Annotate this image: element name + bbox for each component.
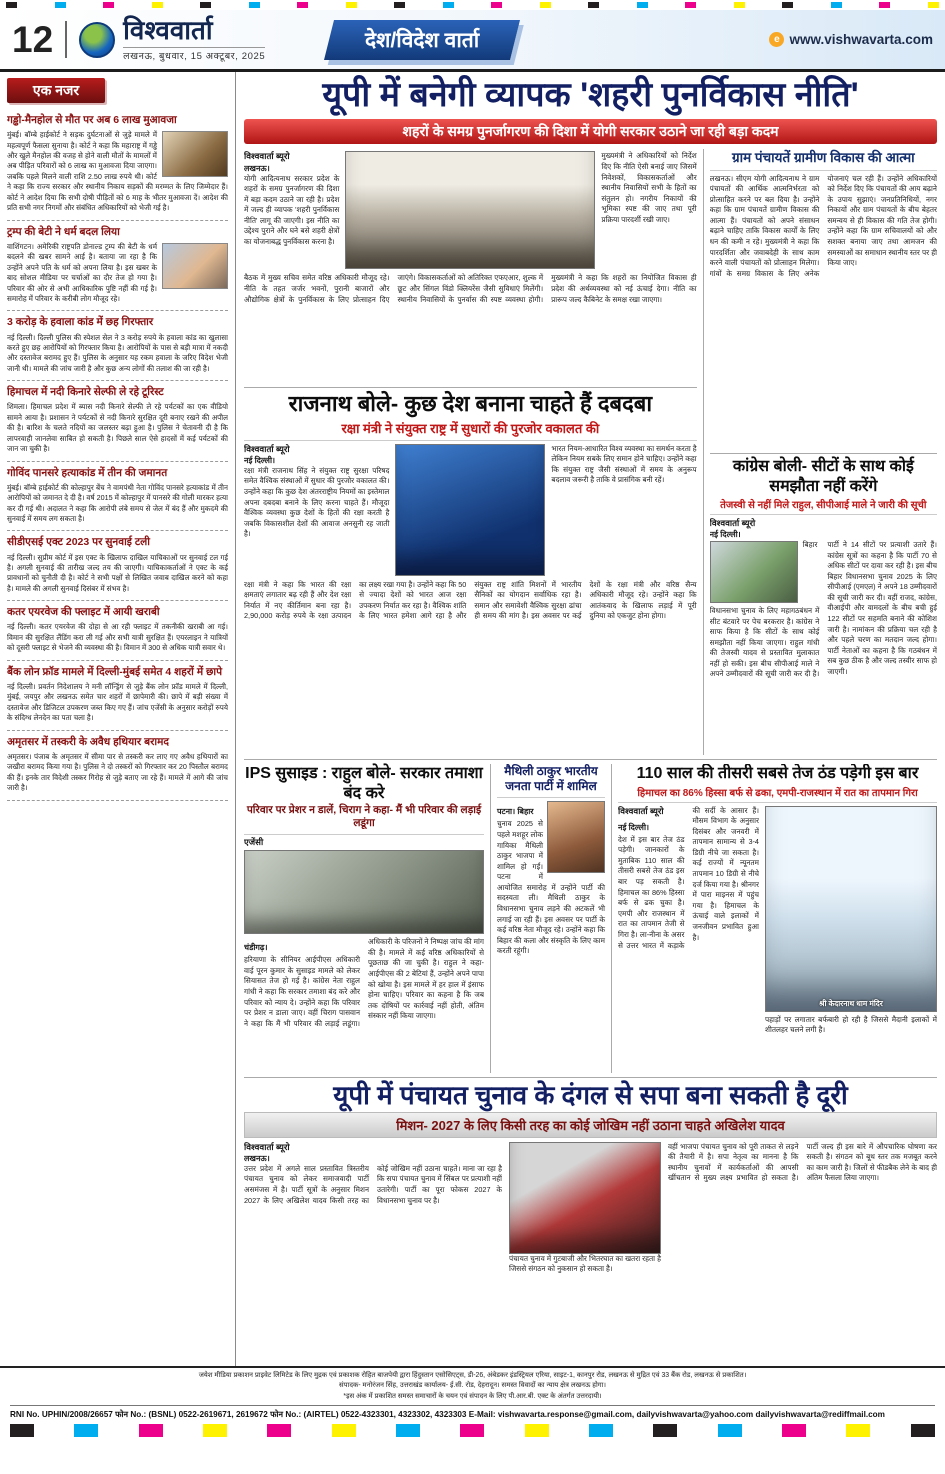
lead-body-right bbox=[601, 151, 696, 269]
body-text: हरियाणा के सीनियर आईपीएस अधिकारी वाई पूरन कुमार के सुसाइड मामले को लेकर सियासत तेज हो गई है। कांग्रेस नेता राहुल गांधी ने कहा कि सरकार तमाशा बंद करे और परिवार को न्याय दे। उन्होंने कहा कि परिवार पर प्रेशर न डाला जाए। वहीं चिराग पासवान ने कहा कि मैं भी परिवार की लड़ाई लडूंगा। अधिकारी के परिजनों ने निष्पक्ष जांच की मांग की है। मामले में कई वरिष्ठ अधिकारियों से पूछताछ की जा चुकी है। राहुल ने कहा- आईपीएस की 2 बेटियां हैं, उन्होंने अपने पापा को खोया है। इस मामले में हर हाल में इंसाफ होना चाहिए। परिवार का कहना है कि जब तक दोषियों पर कार्रवाई नहीं होती, अंतिम संस्कार नहीं किया जाएगा। bbox=[244, 937, 484, 1028]
color-swatch-yellow bbox=[203, 1424, 227, 1437]
color-swatch-black bbox=[394, 2, 405, 8]
dateline: नई दिल्ली। bbox=[244, 455, 276, 465]
list-item bbox=[7, 661, 228, 731]
color-swatch-cyan bbox=[589, 1424, 613, 1437]
news-body: मुंबई। बॉम्बे हाईकोर्ट ने सड़क दुर्घटनाओं से जुड़े मामले में महत्वपूर्ण फैसला सुनाया है। कोर्ट ने कहा कि महाराष्ट्र में गड्ढे और खुले मैनहोल की वजह से होने वाली मौतों के मामलों में अब पीड़ित परिवारों को 6 लाख का मुआवजा दिया जाएगा। जबकि पहले मिलने वाली राशि 2.50 लाख रुपये थी। कोर्ट ने कहा कि राज्य सरकार और स्थानीय निकाय सड़कों की मरम्मत के लिए जिम्मेदार हैं। कोर्ट ने आदेश दिया कि सभी दोषी पीड़ितों को 6 माह के भीतर मुआवजा दें। आदेश की प्रति सभी नगर निगमों और संबंधित अधिकारियों को भेजी गई है। bbox=[7, 130, 228, 213]
news-headline: कतर एयरवेज की फ्लाइट में आयी खराबी bbox=[7, 606, 160, 619]
section-banner bbox=[324, 20, 520, 60]
color-swatch-yellow bbox=[152, 2, 163, 8]
news-headline: हिमाचल में नदी किनारे सेल्फी ले रहे टूरिस्ट bbox=[7, 386, 164, 399]
dateline: नई दिल्ली। bbox=[709, 529, 741, 539]
sidebar-title: एक नजर bbox=[7, 78, 105, 103]
section-banner-wrap bbox=[329, 20, 515, 60]
byline: विश्ववार्ता ब्यूरो bbox=[244, 151, 290, 162]
trump-family-photo bbox=[162, 243, 228, 289]
cold-photo-column bbox=[765, 806, 937, 1058]
row-top bbox=[244, 149, 937, 755]
maithili-article bbox=[490, 764, 612, 1072]
body-text: बिहार विधानसभा चुनाव के लिए महागठबंधन में सीट बंटवारे पर पेच बरकरार है। कांग्रेस ने साफ किया है कि सीटों के साथ कोई समझौता नहीं किया जाएगा। राहुल गांधी की तेजस्वी यादव से प्रस्तावित मुलाकात नहीं हो सकी। इस बीच सीपीआई माले ने अपने उम्मीदवारों की सूची जारी कर दी है। पार्टी ने 14 सीटों पर प्रत्याशी उतारे हैं। कांग्रेस सूत्रों का कहना है कि पार्टी 70 से अधिक सीटों पर दावा कर रही है। इस बीच बिहार विधानसभा चुनाव 2025 के लिए सीपीआई (एमएल) ने अपने 18 उम्मीदवारों की सूची जारी कर दी। वहीं राजद, कांग्रेस, वीआईपी और वामदलों के बीच बची हुई 122 सीटों पर सहमति बनाने की कोशिश जारी है। नामांकन की प्रक्रिया चल रही है और पहले चरण का मतदान जल्द होगा। पार्टी नेताओं का कहना है कि गठबंधन में सब कुछ ठीक है और जल्द तस्वीर साफ हो जाएगी। bbox=[709, 539, 937, 679]
article-headline: मैथिली ठाकुर भारतीय जनता पार्टी में शामिल bbox=[497, 764, 605, 798]
cold-body-left bbox=[618, 806, 759, 1058]
section-title: देश/विदेश वार्ता bbox=[365, 28, 480, 52]
column-right bbox=[703, 149, 937, 755]
sp-body-left bbox=[244, 1164, 502, 1366]
list-item bbox=[7, 109, 228, 221]
body-text: रक्षा मंत्री ने कहा कि भारत की रक्षा क्षमताएं लगातार बढ़ रही हैं और देश रक्षा निर्यात में नए कीर्तिमान बना रहा है। 2,90,000 करोड़ रुपये के रक्षा उत्पादन का लक्ष्य रखा गया है। उन्होंने कहा कि 50 से ज्यादा देशों को भारत आज रक्षा उपकरण निर्यात कर रहा है। वैश्विक शांति के लिए भारत हमेशा आगे रहा है और संयुक्त राष्ट्र शांति मिशनों में भारतीय सैनिकों का योगदान सर्वाधिक रहा है। समान और समावेशी वैश्विक सुरक्षा ढांचा ही समय की मांग है। इस अवसर पर कई देशों के रक्षा मंत्री और वरिष्ठ सैन्य अधिकारी मौजूद रहे। उन्होंने कहा कि आतंकवाद के खिलाफ लड़ाई में पूरी दुनिया को एकजुट होना होगा। bbox=[244, 579, 697, 621]
color-swatch-black bbox=[588, 2, 599, 8]
news-body: अमृतसर। पंजाब के अमृतसर में सीमा पार से तस्करी कर लाए गए अवैध हथियारों का जखीरा बरामद किया गया है। पुलिस ने दो तस्करों को गिरफ्तार कर 20 पिस्तौल बरामद की हैं। इनके तार विदेशी तस्कर गिरोह से जुड़े बताए जा रहे हैं। मामले में आगे की जांच जारी है। bbox=[7, 751, 228, 793]
list-item bbox=[7, 311, 228, 381]
sp-body-grid bbox=[244, 1142, 937, 1366]
byline: विश्ववार्ता ब्यूरो bbox=[618, 805, 664, 816]
byline: विश्ववार्ता ब्यूरो bbox=[244, 1141, 290, 1152]
lead-headline: यूपी में बनेगी व्यापक 'शहरी पुनर्विकास नीति' bbox=[322, 76, 859, 114]
body-text: पहाड़ों पर लगातार बर्फबारी हो रही है जिससे मैदानी इलाकों में शीतलहर चलने लगी है। bbox=[765, 1014, 937, 1035]
column-left bbox=[244, 149, 703, 755]
imprint-line: जयेश मीडिया प्रकाशन प्राइवेट लिमिटेड के लिए मुद्रक एवं प्रकाशक रोहित बाजपेयी द्वारा हिंदुस्तान एसोसिएट्स, डी-26, अंबेडकर इंडस्ट्रियल एरिया, साइट-1, कानपुर रोड, लखनऊ से मुद्रित एवं 33 बैंक रोड, लखनऊ से प्रकाशित। bbox=[198, 1372, 747, 1379]
lead-subhead-strip: शहरों के समग्र पुनर्जागरण की दिशा में योगी सरकार उठाने जा रही बड़ा कदम bbox=[244, 119, 937, 144]
masthead bbox=[0, 10, 945, 72]
news-body: नई दिल्ली। सुप्रीम कोर्ट में इस एक्ट के खिलाफ दाखिल याचिकाओं पर सुनवाई टल गई है। अगली सुनवाई की तारीख जल्द तय की जाएगी। याचिकाकर्ताओं ने एक्ट के कई प्रावधानों को चुनौती दी है। कोर्ट ने सभी पक्षों से लिखित जवाब दाखिल करने को कहा है। मामले की अगली सुनवाई दिसंबर में संभव है। bbox=[7, 552, 228, 593]
cold-wave-article bbox=[612, 764, 937, 1072]
article-headline: राजनाथ बोले- कुछ देश बनाना चाहते हैं दबदबा bbox=[288, 391, 653, 417]
gram-body bbox=[710, 174, 937, 436]
news-body: मुंबई। बॉम्बे हाईकोर्ट की कोल्हापुर बेंच ने वामपंथी नेता गोविंद पानसरे हत्याकांड में तीन आरोपियों को जमानत दे दी है। वर्ष 2015 में कोल्हापुर में पानसरे की गोली मारकर हत्या कर दी गई थी। अदालत ने कहा कि आरोपी लंबे समय से जेल में बंद हैं और मुकदमे की सुनवाई में समय लग सकता है। bbox=[7, 482, 228, 523]
news-headline: सीडीएसई एक्ट 2023 पर सुनवाई टली bbox=[7, 536, 151, 549]
row-middle bbox=[244, 759, 937, 1072]
color-swatch-yellow bbox=[540, 2, 551, 8]
rajnath-body-right bbox=[551, 444, 696, 576]
list-item bbox=[7, 601, 228, 660]
color-swatch-magenta bbox=[267, 1424, 291, 1437]
article-subhead: तेजस्वी से नहीं मिले राहुल, सीपीआई माले ने जारी की सूची bbox=[710, 496, 937, 515]
color-swatch-black bbox=[911, 1424, 935, 1437]
byline: एजेंसी bbox=[244, 837, 264, 848]
lead-body-grid bbox=[244, 151, 697, 269]
color-swatch-cyan bbox=[249, 2, 260, 8]
article-headline: यूपी में पंचायत चुनाव के दंगल से सपा बना सकती है दूरी bbox=[333, 1079, 848, 1110]
article-subhead: मिशन- 2027 के लिए किसी तरह का कोई जोखिम नहीं उठाना चाहते अखिलेश यादव bbox=[244, 1112, 937, 1138]
news-body: नई दिल्ली। प्रवर्तन निदेशालय ने मनी लॉन्ड्रिंग से जुड़े बैंक लोन फ्रॉड मामले में दिल्ली, मुंबई, जयपुर और लखनऊ समेत चार शहरों में छापेमारी की। छापे में बड़ी संख्या में दस्तावेज और डिजिटल उपकरण जब्त किए गए हैं। जांच एजेंसी के अनुसार करोड़ों रुपये के संदिग्ध लेनदेन का पता चला है। bbox=[7, 681, 228, 723]
website-url[interactable]: www.vishwavarta.com bbox=[789, 32, 933, 47]
news-body: शिमला। हिमाचल प्रदेश में ब्यास नदी किनारे सेल्फी ले रहे पर्यटकों का एक वीडियो सामने आया है। प्रशासन ने पर्यटकों से नदी किनारे सुरक्षित दूरी बनाए रखने की अपील की है। बारिश के चलते नदियों का जलस्तर बढ़ा हुआ है। पुलिस ने चेतावनी दी है कि लापरवाही जानलेवा साबित हो सकती है। पिछले साल ऐसे हादसों में कई पर्यटकों की जान जा चुकी है। bbox=[7, 402, 228, 454]
cold-body-grid bbox=[618, 806, 937, 1058]
list-item bbox=[7, 731, 228, 801]
maithili-thakur-photo bbox=[547, 801, 605, 873]
color-swatch-magenta bbox=[491, 2, 502, 8]
color-swatch-magenta bbox=[879, 2, 890, 8]
color-swatch-magenta bbox=[782, 1424, 806, 1437]
brand-block bbox=[123, 17, 265, 61]
sidebar-ek-nazar bbox=[0, 72, 236, 1366]
news-headline: गड्ढो-मैनहोल से मौत पर अब 6 लाख मुआवजा bbox=[7, 114, 177, 126]
brand-name: विश्ववार्ता bbox=[123, 15, 213, 46]
body-text: भारत नियम-आधारित विश्व व्यवस्था का समर्थन करता है लेकिन नियम सबके लिए समान होने चाहिए। उन्होंने कहा कि संयुक्त राष्ट्र जैसी संस्थाओं में समय के अनुरूप बदलाव जरूरी है ताकि वे प्रासंगिक बनी रहें। bbox=[551, 443, 697, 485]
color-swatch-magenta bbox=[685, 2, 696, 8]
ips-tribute-photo bbox=[244, 850, 484, 934]
body-text: बैठक में मुख्य सचिव समेत वरिष्ठ अधिकारी मौजूद रहे। नीति के तहत जर्जर भवनों, पुरानी बाजारों और औद्योगिक क्षेत्रों के पुनर्विकास के लिए प्रोत्साहन दिए जाएंगे। विकासकर्ताओं को अतिरिक्त एफएआर, शुल्क में छूट और सिंगल विंडो क्लियरेंस जैसी सुविधाएं मिलेंगी। स्थानीय निवासियों के पुनर्वास की स्पष्ट व्यवस्था होगी। मुख्यमंत्री ने कहा कि शहरों का नियोजित विकास ही प्रदेश की अर्थव्यवस्था को नई ऊंचाई देगा। नीति का प्रारूप जल्द कैबिनेट के समक्ष रखा जाएगा। bbox=[244, 273, 697, 304]
akhilesh-yadav-photo bbox=[509, 1142, 661, 1254]
body-text: रक्षा मंत्री राजनाथ सिंह ने संयुक्त राष्ट्र सुरक्षा परिषद समेत वैश्विक संस्थाओं में सुधार की पुरजोर वकालत की। उन्होंने कहा कि कुछ देश अंतरराष्ट्रीय नियमों का इस्तेमाल अपना दबदबा बनाने के लिए करना चाहते हैं। मौजूदा वैश्विक व्यवस्था कुछ देशों के हितों की रक्षा करती है जबकि विकासशील देशों की आवाज अनसुनी रह जाती है। bbox=[244, 465, 390, 539]
color-swatch-magenta bbox=[297, 2, 308, 8]
dateline: नई दिल्ली। bbox=[618, 822, 650, 832]
congress-leaders-photo bbox=[710, 541, 798, 603]
e-globe-icon: e bbox=[769, 32, 784, 47]
article-headline: ग्राम पंचायतें ग्रामीण विकास की आत्मा bbox=[710, 149, 937, 170]
list-item bbox=[7, 381, 228, 461]
news-headline: गोविंद पानसरे हत्याकांड में तीन की जमानत bbox=[7, 466, 168, 479]
color-swatch-yellow bbox=[525, 1424, 549, 1437]
body-text: देश में इस बार तेज ठंड पड़ेगी। जानकारों के मुताबिक 110 साल की तीसरी सबसे तेज ठंड इस बार पड़ सकती है। हिमाचल का 86% हिस्सा बर्फ से ढक चुका है। एमपी और राजस्थान में रात का तापमान तेजी से गिरा है। ला-नीना के असर से उत्तर भारत में कड़ाके की सर्दी के आसार हैं। मौसम विभाग के अनुसार दिसंबर और जनवरी में तापमान सामान्य से 3-4 डिग्री नीचे जा सकता है। कई राज्यों में न्यूनतम तापमान 10 डिग्री से नीचे दर्ज किया गया है। श्रीनगर में पारा माइनस में पहुंच गया है। हिमाचल के ऊंचाई वाले इलाकों में जनजीवन प्रभावित हुआ है। bbox=[618, 805, 759, 950]
list-item bbox=[7, 531, 228, 601]
color-swatch-cyan bbox=[637, 2, 648, 8]
color-swatch-black bbox=[6, 2, 17, 8]
rajnath-body-left bbox=[244, 444, 389, 576]
dateline: पटना। बिहार bbox=[497, 807, 534, 817]
body-text: पंचायत चुनाव में गुटबाजी और भितरघात का खतरा रहता है जिससे संगठन को नुकसान हो सकता है। bbox=[509, 1253, 661, 1274]
color-swatch-black bbox=[200, 2, 211, 8]
color-swatch-cyan bbox=[396, 1424, 420, 1437]
lead-body-left bbox=[244, 151, 339, 269]
dateline: चंडीगढ़। bbox=[244, 943, 268, 953]
color-swatch-cyan bbox=[831, 2, 842, 8]
news-headline: बैंक लोन फ्रॉड मामले में दिल्ली-मुंबई समेत 4 शहरों में छापे bbox=[7, 665, 223, 678]
gavel-photo bbox=[162, 131, 228, 177]
color-swatch-yellow bbox=[734, 2, 745, 8]
color-swatch-black bbox=[653, 1424, 677, 1437]
body-text: उत्तर प्रदेश में अगले साल प्रस्तावित त्रिस्तरीय पंचायत चुनाव को लेकर समाजवादी पार्टी असमंजस में है। पार्टी सूत्रों के अनुसार मिशन 2027 के लिए अखिलेश यादव किसी तरह का कोई जोखिम नहीं उठाना चाहते। माना जा रहा है कि सपा पंचायत चुनाव में सिंबल पर प्रत्याशी नहीं उतारेगी। पार्टी का पूरा फोकस 2027 के विधानसभा चुनाव पर है। bbox=[244, 1163, 502, 1205]
sp-photo-column bbox=[509, 1142, 661, 1366]
article-headline: IPS सुसाइड : राहुल बोले- सरकार तमाशा बंद करे bbox=[245, 765, 483, 802]
news-body: नई दिल्ली। दिल्ली पुलिस की स्पेशल सेल ने 3 करोड़ रुपये के हवाला कांड का खुलासा करते हुए छह आरोपियों को गिरफ्तार किया है। आरोपियों के पास से बड़ी मात्रा में नकदी और दस्तावेज बरामद हुए हैं। पुलिस के अनुसार यह रकम हवाला के जरिए विदेश भेजी जानी थी। मामले की जांच जारी है और कुछ अन्य लोगों की तलाश की जा रही है। bbox=[7, 332, 228, 373]
color-swatch-cyan bbox=[74, 1424, 98, 1437]
color-swatch-yellow bbox=[346, 2, 357, 8]
color-swatch-yellow bbox=[928, 2, 939, 8]
color-swatch-magenta bbox=[139, 1424, 163, 1437]
body-text: लखनऊ। सीएम योगी आदित्यनाथ ने ग्राम पंचायतों की आर्थिक आत्मनिर्भरता को प्रोत्साहित करने पर बल दिया है। उन्होंने कहा कि ग्राम पंचायतें ग्रामीण विकास की आत्मा हैं। पंचायतों को अपने संसाधन बढ़ाने चाहिए ताकि विकास कार्यों के लिए धन की कमी न रहे। मुख्यमंत्री ने कहा कि पारदर्शिता और जवाबदेही के साथ काम करने वाली पंचायतों को प्रोत्साहन मिलेगा। गांवों के समग्र विकास के लिए अनेक योजनाएं चल रही हैं। उन्होंने अधिकारियों को निर्देश दिए कि पंचायतों की आय बढ़ाने के उपाय सुझाएं। जनप्रतिनिधियों, नगर निकायों और ग्राम पंचायतों के बीच बेहतर समन्वय से ही विकास की गति तेज होगी। उन्होंने कहा कि ग्राम सचिवालयों को और सशक्त बनाया जाए तथा आमजन की समस्याओं का समाधान स्थानीय स्तर पर ही किया जाए। bbox=[709, 173, 937, 278]
color-swatch-black bbox=[782, 2, 793, 8]
sp-body-left-wrap bbox=[244, 1142, 502, 1366]
registration-color-bar-bottom bbox=[0, 1420, 945, 1440]
rajnath-body-grid bbox=[244, 444, 697, 576]
edition-dateline: लखनऊ, बुधवार, 15 अक्टूबर, 2025 bbox=[123, 47, 265, 62]
color-swatch-cyan bbox=[443, 2, 454, 8]
body-text: वहीं भाजपा पंचायत चुनाव को पूरी ताकत से लड़ने की तैयारी में है। सपा नेतृत्व का मानना है कि स्थानीय चुनावों में कार्यकर्ताओं की आपसी खींचतान से मुख्य लक्ष्य प्रभावित हो सकता है। पार्टी जल्द ही इस बारे में औपचारिक घोषणा कर सकती है। संगठन को बूथ स्तर तक मजबूत करने का काम जारी है। जिलों से फीडबैक लेने के बाद ही अंतिम फैसला लिया जाएगा। bbox=[668, 1141, 937, 1183]
rajnath-article bbox=[244, 387, 697, 755]
sp-body-right bbox=[668, 1142, 937, 1360]
imprint-line: संपादक- मनोरंजन सिंह, उत्तराखंड कार्यालय- ई.सी. रोड, देहरादून। समस्त विवादों का न्याय क्षेत्र लखनऊ होगा। bbox=[338, 1382, 606, 1390]
rni-contact-line[interactable]: RNI No. UPHIN/2008/26657 फोन No.: (BSNL) 0522-2619671, 2619672 फोन No.: (AIRTEL) 0522-4323301, 4323302, 4323303 E-Mail: vishwavarta.response@gmail.com, dailyvishwavarta@yahoo.com dailyvishwavarta@rediffmail.com bbox=[10, 1405, 935, 1420]
ips-body bbox=[244, 937, 484, 1072]
dateline: लखनऊ। bbox=[244, 1153, 270, 1163]
gram-panchayat-article bbox=[710, 149, 937, 449]
body-text: योगी आदित्यनाथ सरकार प्रदेश के शहरों के समग्र पुनर्जागरण की दिशा में बड़ा कदम उठाने जा रही है। प्रदेश में जल्द ही व्यापक 'शहरी पुनर्विकास नीति' लागू की जाएगी। इस नीति का उद्देश्य पुराने और घने बसे शहरी क्षेत्रों का योजनाबद्ध पुनर्विकास करना है। bbox=[244, 173, 340, 247]
news-body: वाशिंगटन। अमेरिकी राष्ट्रपति डोनाल्ड ट्रम्प की बेटी के धर्म बदलने की खबर सामने आई है। बताया जा रहा है कि उन्होंने अपने पति के धर्म को अपना लिया है। इस खबर के बाद सोशल मीडिया पर चर्चाओं का दौर तेज हो गया है। परिवार की ओर से अभी आधिकारिक पुष्टि नहीं की गई है। समारोह में परिवार के करीबी लोग मौजूद रहे। bbox=[7, 241, 157, 303]
news-body: नई दिल्ली। कतर एयरवेज की दोहा से आ रही फ्लाइट में तकनीकी खराबी आ गई। विमान की सुरक्षित लैंडिंग करा ली गई और सभी यात्री सुरक्षित हैं। एयरलाइन ने यात्रियों को दूसरी फ्लाइट से भेजने की व्यवस्था की है। विमान में 300 से अधिक यात्री सवार थे। bbox=[7, 622, 228, 653]
color-swatch-yellow bbox=[332, 1424, 356, 1437]
congress-article bbox=[710, 453, 937, 749]
color-swatch-cyan bbox=[55, 2, 66, 8]
congress-body bbox=[710, 540, 937, 749]
list-item bbox=[7, 221, 228, 312]
article-subhead: रक्षा मंत्री ने संयुक्त राष्ट्र में सुधारों की पुरजोर वकालत की bbox=[244, 417, 697, 441]
color-swatch-magenta bbox=[103, 2, 114, 8]
registration-color-bar-top bbox=[0, 0, 945, 10]
body-text: चुनाव 2025 से पहले मशहूर लोक गायिका मैथिली ठाकुर भाजपा में शामिल हो गईं। पटना में आयोजित समारोह में उन्होंने पार्टी की सदस्यता ली। मैथिली ठाकुर के विधानसभा चुनाव लड़ने की अटकलें भी लगाई जा रही हैं। इस अवसर पर पार्टी के कई वरिष्ठ नेता मौजूद रहे। उन्होंने कहा कि बिहार की कला और संस्कृति के लिए काम करती रहूंगी। bbox=[497, 819, 605, 956]
color-swatch-yellow bbox=[846, 1424, 870, 1437]
color-swatch-magenta bbox=[460, 1424, 484, 1437]
website-link[interactable] bbox=[769, 32, 933, 47]
article-headline: 110 साल की तीसरी सबसे तेज ठंड पड़ेगी इस बार bbox=[636, 765, 919, 783]
list-item bbox=[7, 462, 228, 532]
cabinet-meeting-photo bbox=[345, 151, 595, 269]
newspaper-logo-icon bbox=[79, 22, 115, 58]
rajnath-singh-photo bbox=[395, 444, 545, 576]
article-subhead: परिवार पर प्रेशर न डालें, चिराग ने कहा- मैं भी परिवार की लड़ाई लडूंगा bbox=[244, 803, 484, 835]
page-number: 12 bbox=[12, 21, 67, 58]
news-headline: अमृतसर में तस्करी के अवैध हथियार बरामद bbox=[7, 735, 169, 748]
main-content bbox=[236, 72, 945, 1366]
lead-article bbox=[244, 149, 697, 383]
page-body bbox=[0, 72, 945, 1366]
photo-caption: श्री केदारनाथ धाम मंदिर bbox=[819, 998, 883, 1008]
rajnath-body-bottom bbox=[244, 580, 697, 750]
news-headline: 3 करोड़ के हवाला कांड में छह गिरफ्तार bbox=[7, 316, 154, 329]
byline: विश्ववार्ता ब्यूरो bbox=[244, 443, 290, 454]
sp-panchayat-article bbox=[244, 1077, 937, 1366]
body-text: मुख्यमंत्री ने अधिकारियों को निर्देश दिए कि नीति ऐसी बनाई जाए जिसमें निवेशकों, विकासकर्ताओं और स्थानीय निवासियों सभी के हितों का संतुलन हो। नगरीय निकायों की भूमिका स्पष्ट की जाए तथा पूरी प्रक्रिया पारदर्शी रखी जाए। bbox=[601, 151, 697, 224]
dateline: लखनऊ। bbox=[244, 163, 270, 173]
article-headline: कांग्रेस बोली- सीटों के साथ कोई समझौता नहीं करेंगे bbox=[732, 458, 914, 495]
color-swatch-black bbox=[10, 1424, 34, 1437]
byline: विश्ववार्ता ब्यूरो bbox=[709, 517, 756, 528]
ips-article bbox=[244, 764, 490, 1072]
article-subhead: हिमाचल का 86% हिस्सा बर्फ से ढका, एमपी-राजस्थान में रात का तापमान गिरा bbox=[618, 784, 937, 803]
lead-body-bottom bbox=[244, 273, 697, 377]
news-headline: ट्रम्प की बेटी ने धर्म बदल लिया bbox=[7, 225, 120, 238]
kedarnath-snow-photo bbox=[765, 806, 937, 1012]
color-swatch-cyan bbox=[718, 1424, 742, 1437]
imprint-footer bbox=[0, 1366, 945, 1420]
imprint-line: *इस अंक में प्रकाशित समस्त समाचारों के चयन एवं संपादन के लिए पी.आर.बी. एक्ट के अंतर्गत उत्तरदायी। bbox=[343, 1392, 602, 1400]
